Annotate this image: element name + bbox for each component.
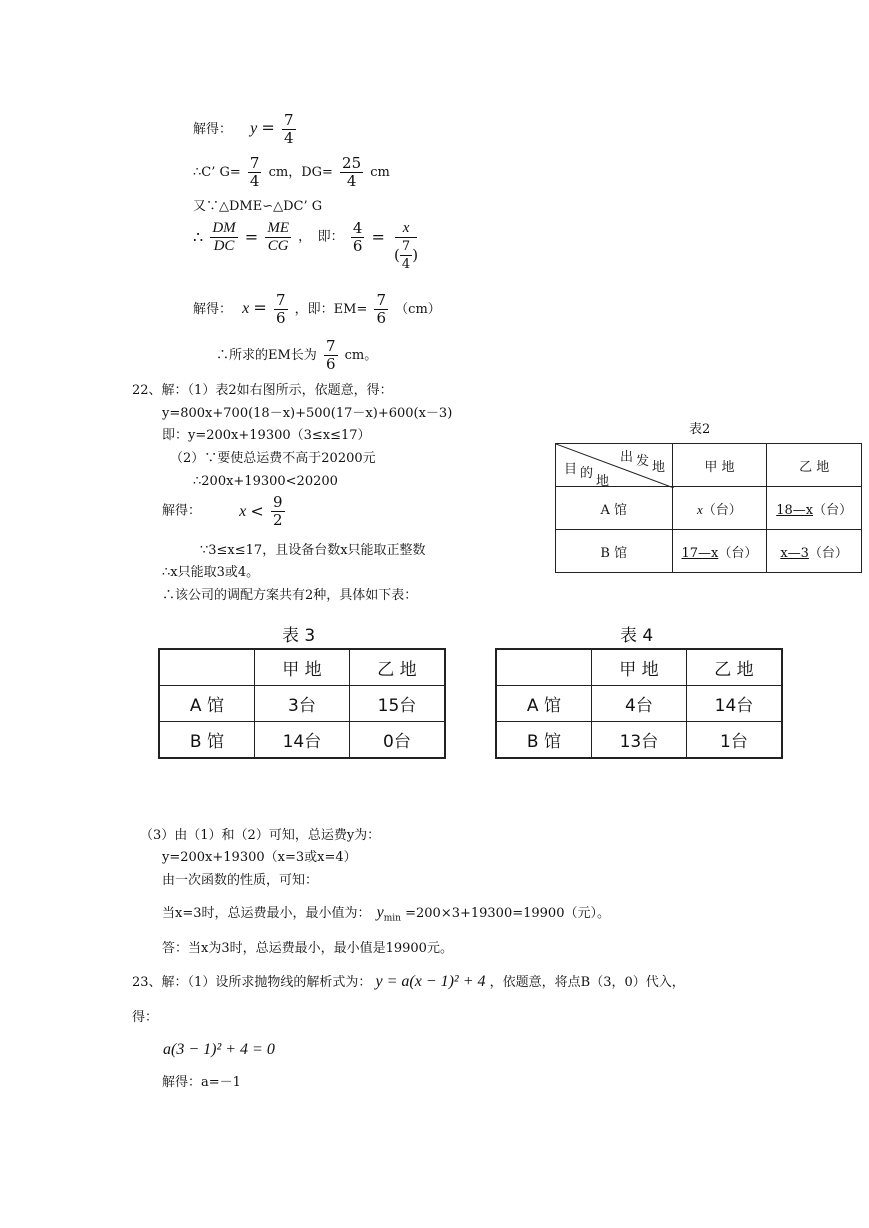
table2-cell: x（台） [672,487,767,530]
table3-row-header: A 馆 [159,686,254,722]
table3-row-header: B 馆 [159,722,254,759]
q22-equation: y=800x+700(18－x)+500(17－x)+600(x－3) [162,406,453,421]
variable: y [250,120,258,137]
table3-col-header: 乙 地 [349,649,445,686]
q22-part2: （2）∵要使总运费不高于20200元 [170,451,376,466]
table2-cell: 17—x（台） [672,530,767,573]
table4-cell: 13台 [591,722,686,759]
q22-solve: 解得： x < $\frac{9}{2}$ [162,493,283,529]
table2-cell: x—3（台） [767,530,862,573]
table4-row-header: B 馆 [496,722,591,759]
table4-cell: 14台 [686,686,782,722]
table3-col-header: 甲 地 [254,649,349,686]
q23-solve: 解得：a=－1 [162,1075,241,1090]
table4-cell: 4台 [591,686,686,722]
ratio-line: ∴ $\frac{DM}{DC}$ = $\frac{ME}{CG}$ ， 即： $\frac{4}{6}$ = x ( $\frac{7}{4}$ ) [193,219,419,272]
solve-line-y [193,112,299,147]
fraction: $\frac{7}{4}$ [283,111,294,147]
label: 解得： [193,122,233,137]
solve-line-x: 解得： x = $\frac{7}{6}$ ，即：EM= $\frac{7}{6}$ （cm） [193,291,441,327]
table4-col-header: 乙 地 [686,649,782,686]
q23-heading: 23、解：（1）设所求抛物线的解析式为： y = a(x − 1)² + 4 ，依题意，将点B（3，0）代入， [132,973,685,990]
table2-cell: 18—x（台） [767,487,862,530]
q22-cost-function: y=200x+19300（x=3或x=4） [162,850,357,865]
q22-minimum: 当x=3时，总运费最小，最小值为： $y_{min} =200\times 3+19300=19900$（元）。 [162,904,610,924]
table3 [158,648,446,759]
table4-col-header: 甲 地 [591,649,686,686]
table4-cell: 1台 [686,722,782,759]
table4-row-header: A 馆 [496,686,591,722]
cg-dg-line: ∴C’ G= $\frac{7}{4}$ cm，DG= $\frac{25}{4}$ cm [193,154,390,190]
table2 [555,443,862,573]
q22-part3: （3）由（1）和（2）可知，总运费y为： [140,828,381,843]
table2-row-header: B 馆 [556,530,673,573]
equals: = [261,118,275,137]
q23-de: 得： [132,1010,159,1025]
table4-caption: 表 4 [620,626,654,646]
q22-simplified: 即：y=200x+19300（3≤x≤17） [162,428,371,443]
q22-values: ∴x只能取3或4。 [162,565,260,580]
q22-plans: ∴该公司的调配方案共有2种，具体如下表： [162,588,418,603]
table3-cell: 14台 [254,722,349,759]
similar-triangles-line: 又∵△DME∽△DC’ G [193,199,323,214]
table2-caption: 表2 [689,422,711,437]
table2-row-header: A 馆 [556,487,673,530]
q22-answer: 答：当x为3时，总运费最小，最小值是19900元。 [162,941,453,956]
table3-cell: 15台 [349,686,445,722]
q22-linear-property: 由一次函数的性质，可知： [162,873,319,888]
table2-col-header: 乙 地 [767,444,862,487]
table4 [495,648,783,759]
table2-corner-cell: 出 发 地 目 的 地 [556,444,673,487]
table3-cell: 0台 [349,722,445,759]
q23-substitution: a(3 − 1)² + 4 = 0 [163,1041,275,1058]
q22-heading: 22、解：（1）表2如右图所示，依题意，得： [132,383,393,398]
em-result-line: ∴所求的EM长为 $\frac{7}{6}$ cm。 [216,337,378,373]
q22-inequality: ∴200x+19300<20200 [193,474,338,489]
q22-range: ∵3≤x≤17，且设备台数x只能取正整数 [200,543,426,558]
table2-col-header: 甲 地 [672,444,767,487]
table3-cell: 3台 [254,686,349,722]
table3-caption: 表 3 [282,626,316,646]
